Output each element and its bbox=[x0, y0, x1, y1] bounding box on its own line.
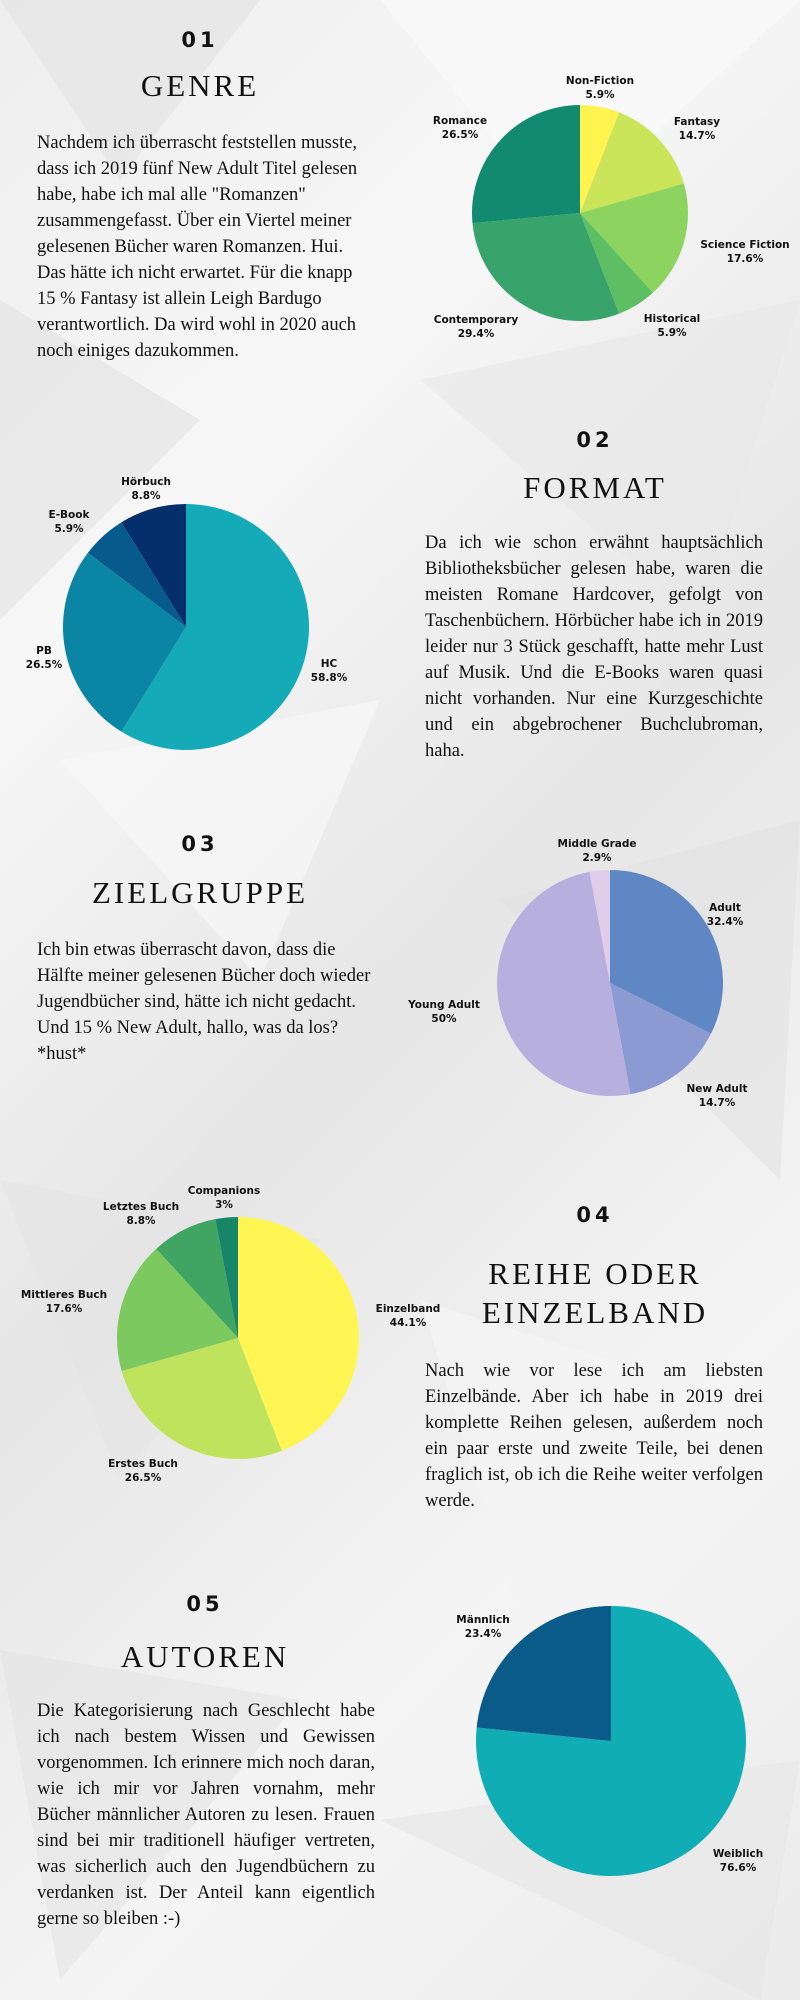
section-title: AUTOREN bbox=[120, 1639, 290, 1674]
pie-slice-romance bbox=[472, 105, 580, 223]
slice-value-label: 76.6% bbox=[719, 1862, 757, 1874]
slice-label: Mittleres Buch bbox=[20, 1289, 108, 1301]
slice-value-label: 17.6% bbox=[45, 1303, 83, 1315]
slice-label: HC bbox=[320, 658, 338, 670]
slice-value-label: 3% bbox=[215, 1199, 233, 1211]
zielgruppe-pie bbox=[407, 838, 747, 1109]
slice-label: Contemporary bbox=[433, 314, 519, 326]
section-number: 05 bbox=[186, 1592, 224, 1616]
section-text: Ich bin etwas überrascht davon, dass die Hälfte meiner gelesenen Bücher doch wieder Jugendbücher sind, hätte ich nicht gedacht. Und 15 % New Adult, hallo, was da los? *hust* bbox=[37, 940, 371, 1064]
section-title: ZIELGRUPPE bbox=[92, 875, 308, 910]
slice-value-label: 14.7% bbox=[698, 1097, 736, 1109]
slice-value-label: 23.4% bbox=[464, 1628, 502, 1640]
section-text: Nach wie vor lese ich am liebsten Einzelbände. Aber ich habe in 2019 drei komplette Reihen gelesen, außerdem noch ein paar erste und zweite Teile, bei denen fraglich ist, ob ich die Reihe weiter verfolgen werde. bbox=[425, 1361, 763, 1511]
slice-label: Romance bbox=[432, 115, 488, 127]
slice-value-label: 32.4% bbox=[706, 916, 744, 928]
slice-label: Letztes Buch bbox=[102, 1201, 180, 1213]
section-text: Da ich wie schon erwähnt hauptsächlich Bibliotheksbücher gelesen habe, waren die meisten Romane Hardcover, gefolgt von Taschenbüchern. Hörbücher habe ich in 2019 leider nur 3 Stück geschafft, hatte mehr Lust auf Musik. Und die E-Books waren quasi nicht vorhanden. Nur eine Kurzgeschichte und ein abgebrochener Buchclubroman, haha. bbox=[425, 533, 763, 761]
slice-label: Hörbuch bbox=[121, 476, 171, 488]
slice-label: Weiblich bbox=[712, 1848, 764, 1860]
slice-label: Non-Fiction bbox=[565, 75, 635, 87]
slice-value-label: 17.6% bbox=[726, 253, 764, 265]
slice-value-label: 58.8% bbox=[310, 672, 348, 684]
slice-value-label: 8.8% bbox=[131, 490, 161, 502]
slice-label: Middle Grade bbox=[557, 838, 637, 850]
slice-value-label: 44.1% bbox=[389, 1317, 427, 1329]
pie-slice-männlich bbox=[477, 1606, 611, 1741]
slice-value-label: 5.9% bbox=[54, 523, 84, 535]
section-number: 01 bbox=[181, 28, 219, 52]
autoren-pie bbox=[456, 1606, 763, 1876]
slice-value-label: 50% bbox=[431, 1013, 457, 1025]
slice-value-label: 26.5% bbox=[441, 129, 479, 141]
section-title: FORMAT bbox=[523, 470, 667, 505]
slice-label: Historical bbox=[643, 313, 701, 325]
slice-value-label: 2.9% bbox=[582, 852, 612, 864]
slice-label: E-Book bbox=[48, 509, 90, 521]
section-number: 03 bbox=[181, 832, 219, 856]
slice-label: Science Fiction bbox=[700, 239, 790, 251]
slice-value-label: 26.5% bbox=[124, 1472, 162, 1484]
section-title: GENRE bbox=[140, 68, 260, 103]
slice-value-label: 8.8% bbox=[126, 1215, 156, 1227]
slice-label: PB bbox=[36, 645, 52, 657]
slice-label: Young Adult bbox=[408, 999, 480, 1011]
format-pie bbox=[26, 476, 348, 750]
slice-label: Einzelband bbox=[375, 1303, 441, 1315]
section-number: 04 bbox=[576, 1203, 614, 1227]
slice-label: Erstes Buch bbox=[108, 1458, 178, 1470]
slice-label: Männlich bbox=[456, 1614, 510, 1626]
slice-label: Companions bbox=[187, 1185, 261, 1197]
section-text: Die Kategorisierung nach Geschlecht habe ich nach bestem Wissen und Gewissen vorgenommen. Ich erinnere mich noch daran, wie ich mir vor Jahren vornahm, mehr Bücher männlicher Autoren zu lesen. Frauen sind bei mir traditionell häufiger vertreten, was sicherlich auch den Jugendbüchern zu verdanken ist. Der Anteil kann eigentlich gerne so bleiben :-) bbox=[37, 1701, 375, 1929]
section-text: Nachdem ich überrascht feststellen musste, dass ich 2019 fünf New Adult Titel gelesen habe, habe ich mal alle "Romanzen" zusammengefasst. Über ein Viertel meiner gelesenen Bücher waren Romanzen. Hui. Das hätte ich nicht erwartet. Für die knapp 15 % Fantasy ist allein Leigh Bardugo verantwortlich. Da wird wohl in 2020 auch noch einiges dazukommen. bbox=[37, 133, 358, 361]
slice-label: Fantasy bbox=[673, 116, 721, 128]
section-number: 02 bbox=[576, 428, 614, 452]
slice-value-label: 5.9% bbox=[585, 89, 615, 101]
slice-value-label: 14.7% bbox=[678, 130, 716, 142]
slice-value-label: 5.9% bbox=[657, 327, 687, 339]
slice-label: New Adult bbox=[686, 1083, 748, 1095]
section-title: REIHE ODER EINZELBAND bbox=[481, 1256, 709, 1330]
reihe-pie bbox=[21, 1185, 440, 1484]
slice-value-label: 26.5% bbox=[25, 659, 63, 671]
genre-pie bbox=[433, 75, 790, 340]
slice-label: Adult bbox=[709, 902, 741, 914]
slice-value-label: 29.4% bbox=[457, 328, 495, 340]
